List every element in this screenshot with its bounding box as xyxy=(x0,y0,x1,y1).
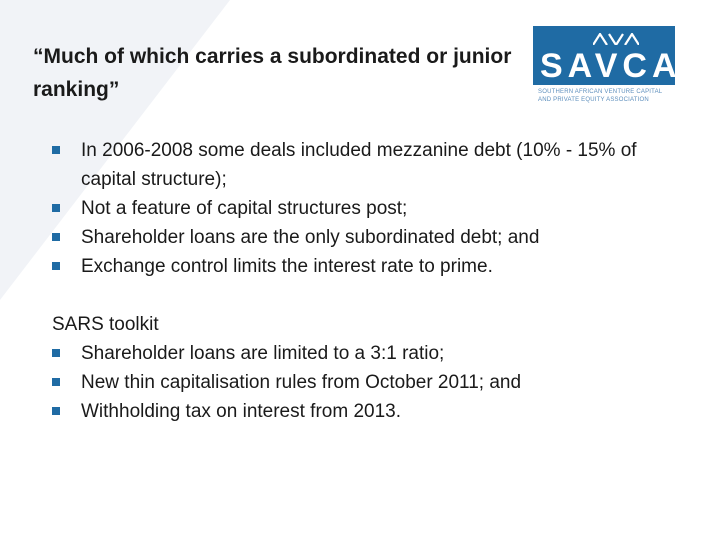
logo-subtitle xyxy=(538,88,683,104)
bullet-text: Shareholder loans are limited to a 3:1 ratio; xyxy=(81,343,445,364)
section-heading: SARS toolkit xyxy=(52,314,159,335)
list-item xyxy=(52,339,692,368)
bullet-text: Shareholder loans are the only subordinated debt; and xyxy=(81,227,540,248)
bullet-text: Withholding tax on interest from 2013. xyxy=(81,401,402,422)
list-item xyxy=(52,368,692,397)
list-item xyxy=(52,194,692,223)
list-item xyxy=(52,397,692,426)
bullet-square-icon xyxy=(52,349,60,357)
logo-subtitle-line1: SOUTHERN AFRICAN VENTURE CAPITAL xyxy=(538,89,663,95)
bullet-text: New thin capitalisation rules from October 2011; and xyxy=(81,372,522,393)
logo-box xyxy=(533,26,682,85)
bullet-square-icon xyxy=(52,233,60,241)
savca-logo xyxy=(533,26,683,106)
section-bullet-list xyxy=(52,339,692,426)
bullet-square-icon xyxy=(52,378,60,386)
bullet-text: In 2006-2008 some deals included mezzanine debt (10% - 15% of capital structure); xyxy=(81,140,637,190)
list-item xyxy=(52,223,692,252)
list-item xyxy=(52,252,692,281)
bullet-square-icon xyxy=(52,146,60,154)
logo-text: SAVCA xyxy=(540,47,682,85)
bullet-square-icon xyxy=(52,407,60,415)
bullet-text: Not a feature of capital structures post; xyxy=(81,198,408,219)
slide-title: “Much of which carries a subordinated or junior ranking” xyxy=(33,45,512,101)
bullet-square-icon xyxy=(52,262,60,270)
slide-body xyxy=(52,136,692,426)
bullet-text: Exchange control limits the interest rate to prime. xyxy=(81,256,493,277)
logo-subtitle-line2: AND PRIVATE EQUITY ASSOCIATION xyxy=(538,97,649,103)
bullet-square-icon xyxy=(52,204,60,212)
logo-chevrons-icon xyxy=(593,33,639,45)
list-item xyxy=(52,136,692,194)
bullet-list xyxy=(52,136,692,281)
